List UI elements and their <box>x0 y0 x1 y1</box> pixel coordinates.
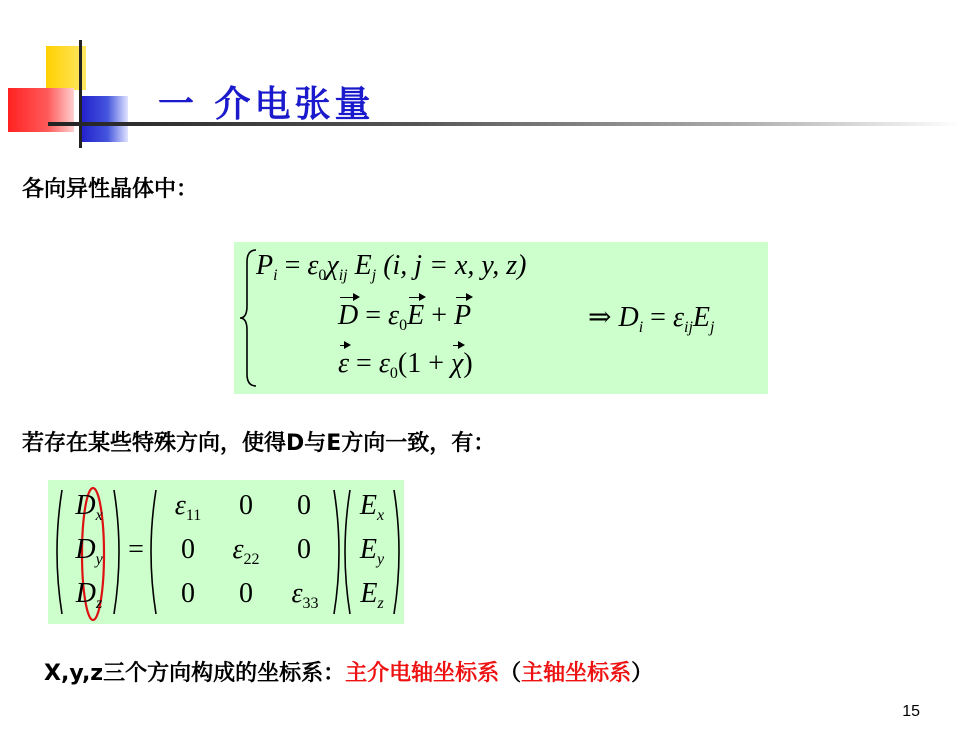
matrix-cell-12: 0 <box>239 490 253 521</box>
matrix-cell-32: 0 <box>239 578 253 609</box>
matrix-cell-31: 0 <box>181 578 195 609</box>
lhs-Dz: $D_z$ <box>75 578 103 612</box>
paren-open: （ <box>499 661 522 686</box>
condition-text: 若存在某些特殊方向，使得D与E方向一致，有： <box>22 431 496 456</box>
formula-line-displacement: $D = \varepsilon_0E + P$ <box>338 300 472 334</box>
rhs-Ey: $E_y$ <box>359 534 385 568</box>
formula-result: ⇒ $D_i = \varepsilon_{ij}E_j$ <box>588 302 715 336</box>
matrix-cell-23: 0 <box>297 534 311 565</box>
rhs-Ez: $E_z$ <box>360 578 384 612</box>
principal-dielectric-axes-term: 主介电轴坐标系 <box>345 661 500 686</box>
formula-line-polarization: $P_i = \varepsilon_0\chi_{ij}$ $E_j$ (i, j = x, y, z) <box>256 250 527 284</box>
lhs-Dy: $D_y$ <box>75 534 103 568</box>
lhs-Dx: $D_x$ <box>75 490 103 524</box>
principal-axes-term: 主轴坐标系 <box>521 661 632 686</box>
formula-box-matrix <box>48 480 404 624</box>
matrix-cell-11: $\varepsilon_{11}$ <box>174 490 202 524</box>
formula-box-constitutive <box>234 242 768 394</box>
slide-title: 一 介电张量 <box>158 84 375 125</box>
matrix-equals: = <box>128 534 144 565</box>
formula-line-permittivity: $\varepsilon = \varepsilon_0(1 + \chi)$ <box>338 348 473 382</box>
paren-close: ） <box>631 661 654 686</box>
matrix-cell-22: $\varepsilon_{22}$ <box>232 534 260 568</box>
title-decoration-vertical-line <box>79 40 82 148</box>
matrix-cell-21: 0 <box>181 534 195 565</box>
rhs-Ex: $E_x$ <box>359 490 385 524</box>
page-number: 15 <box>902 703 920 720</box>
matrix-cell-13: 0 <box>297 490 311 521</box>
title-decoration-blue-square <box>82 96 128 142</box>
matrix-cell-33: $\varepsilon_{33}$ <box>291 578 319 612</box>
conclusion-prefix: X,y,z三个方向构成的坐标系： <box>44 661 346 686</box>
intro-text: 各向异性晶体中： <box>22 177 199 202</box>
conclusion-line <box>44 656 653 687</box>
